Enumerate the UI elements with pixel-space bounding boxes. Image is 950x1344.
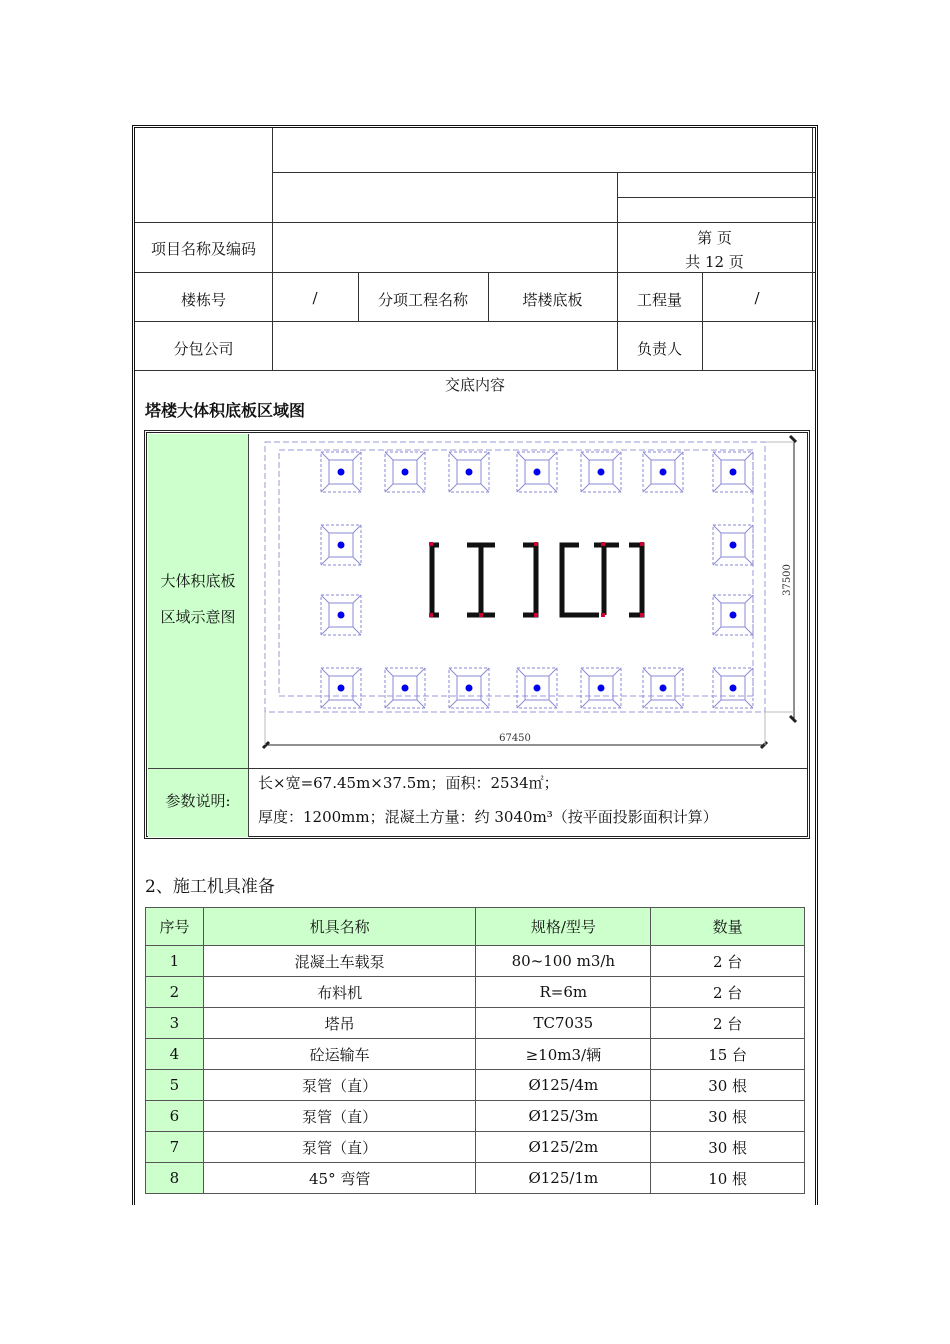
table-cell: 80~100 m3/h [476, 946, 651, 977]
pile-cap [321, 525, 361, 565]
pile-cap [581, 452, 621, 492]
pile-cap [449, 668, 489, 708]
table-cell: 砼运输车 [203, 1039, 476, 1070]
column-header: 序号 [146, 908, 204, 946]
grid-line [272, 172, 815, 173]
pile-cap [713, 452, 753, 492]
pile-cap [713, 525, 753, 565]
table-cell: 2 台 [651, 1008, 805, 1039]
core-wall [594, 545, 619, 615]
diagram-label-line1: 大体积底板 [160, 572, 236, 590]
table-cell: 15 台 [651, 1039, 805, 1070]
table-cell: 混凝土车载泵 [203, 946, 476, 977]
params-line1: 长×宽=67.45m×37.5m；面积：2534㎡； [258, 774, 559, 792]
sub-project-label: 分项工程名称 [377, 291, 468, 309]
grid-line [135, 222, 815, 223]
pile-cap [517, 452, 557, 492]
table-cell: 5 [146, 1070, 204, 1101]
responsible-label: 负责人 [636, 340, 682, 358]
total-pages: 共 12 页 [685, 253, 744, 271]
table-cell: 6 [146, 1101, 204, 1132]
table-cell: R=6m [476, 977, 651, 1008]
table-cell: TC7035 [476, 1008, 651, 1039]
pile-cap [517, 668, 557, 708]
pile-cap [385, 452, 425, 492]
table-cell: 7 [146, 1132, 204, 1163]
table-cell: ≥10m3/辆 [476, 1039, 651, 1070]
table-row [146, 1132, 805, 1163]
table-row [146, 1008, 805, 1039]
grid-line [272, 128, 273, 371]
project-label: 项目名称及编码 [150, 240, 256, 258]
building-label: 楼栋号 [180, 291, 226, 309]
pile-cap [713, 668, 753, 708]
raft-outline-outer [265, 442, 765, 712]
grid-line [135, 321, 815, 322]
table-cell: Ø125/3m [476, 1101, 651, 1132]
column-header: 机具名称 [203, 908, 476, 946]
page-label: 第 页 [697, 229, 732, 247]
table-row [146, 1039, 805, 1070]
table-cell: 4 [146, 1039, 204, 1070]
table-cell: 30 根 [651, 1070, 805, 1101]
table-cell: Ø125/1m [476, 1163, 651, 1194]
dimension-lines [263, 436, 796, 748]
core-wall [432, 545, 439, 615]
dim-width-label: 67450 [499, 733, 531, 744]
content-heading: 交底内容 [444, 376, 505, 394]
pile-cap [713, 595, 753, 635]
table-cell: 8 [146, 1163, 204, 1194]
core-wall [523, 545, 536, 615]
quantity-value: / [754, 289, 760, 307]
grid-line [135, 272, 815, 273]
subcontractor-label: 分包公司 [173, 340, 234, 358]
raft-outline-inner [279, 450, 753, 696]
table-cell: 3 [146, 1008, 204, 1039]
grid-line [135, 370, 815, 371]
table-row [146, 946, 805, 977]
table-cell: 泵管（直） [203, 1132, 476, 1163]
column-header: 数量 [651, 908, 805, 946]
column-header: 规格/型号 [476, 908, 651, 946]
table-cell: 2 台 [651, 977, 805, 1008]
quantity-label: 工程量 [636, 291, 682, 309]
table-cell: 2 台 [651, 946, 805, 977]
core-walls [432, 545, 642, 615]
table-cell: Ø125/2m [476, 1132, 651, 1163]
pile-cap [581, 668, 621, 708]
pile-cap [321, 668, 361, 708]
sub-project-value: 塔楼底板 [522, 291, 583, 309]
table-cell: Ø125/4m [476, 1070, 651, 1101]
core-wall [467, 545, 495, 615]
table-cell: 30 根 [651, 1101, 805, 1132]
building-value: / [312, 289, 318, 307]
table-row [146, 977, 805, 1008]
table-header-row [146, 908, 805, 946]
table-cell: 1 [146, 946, 204, 977]
pile-cap [385, 668, 425, 708]
table-cell: 泵管（直） [203, 1101, 476, 1132]
grid-line [248, 768, 807, 769]
pile-cap [449, 452, 489, 492]
grid-line [617, 197, 815, 198]
table-row [146, 1163, 805, 1194]
params-line2: 厚度：1200mm；混凝土方量：约 3040m³（按平面投影面积计算） [258, 808, 718, 826]
table-row [146, 1101, 805, 1132]
diagram-label-cell [148, 434, 249, 768]
pile-cap [321, 595, 361, 635]
table-cell: 10 根 [651, 1163, 805, 1194]
params-label: 参数说明: [165, 792, 231, 810]
equipment-table [145, 907, 805, 1194]
table-cell: 45° 弯管 [203, 1163, 476, 1194]
table-cell: 泵管（直） [203, 1070, 476, 1101]
section-title: 塔楼大体积底板区域图 [145, 401, 306, 420]
core-wall [629, 545, 642, 615]
diagram-label-line2: 区域示意图 [160, 608, 236, 626]
pile-cap [643, 668, 683, 708]
equipment-title: 2、施工机具准备 [145, 877, 275, 897]
grid-line [702, 321, 703, 371]
dim-height-label: 37500 [782, 564, 793, 596]
pile-cap [321, 452, 361, 492]
table-cell: 塔吊 [203, 1008, 476, 1039]
foundation-plan-diagram [249, 435, 807, 767]
grid-line [812, 128, 813, 371]
pile-cap [643, 452, 683, 492]
table-cell: 布料机 [203, 977, 476, 1008]
table-row [146, 1070, 805, 1101]
table-cell: 2 [146, 977, 204, 1008]
core-wall [562, 545, 599, 615]
table-cell: 30 根 [651, 1132, 805, 1163]
